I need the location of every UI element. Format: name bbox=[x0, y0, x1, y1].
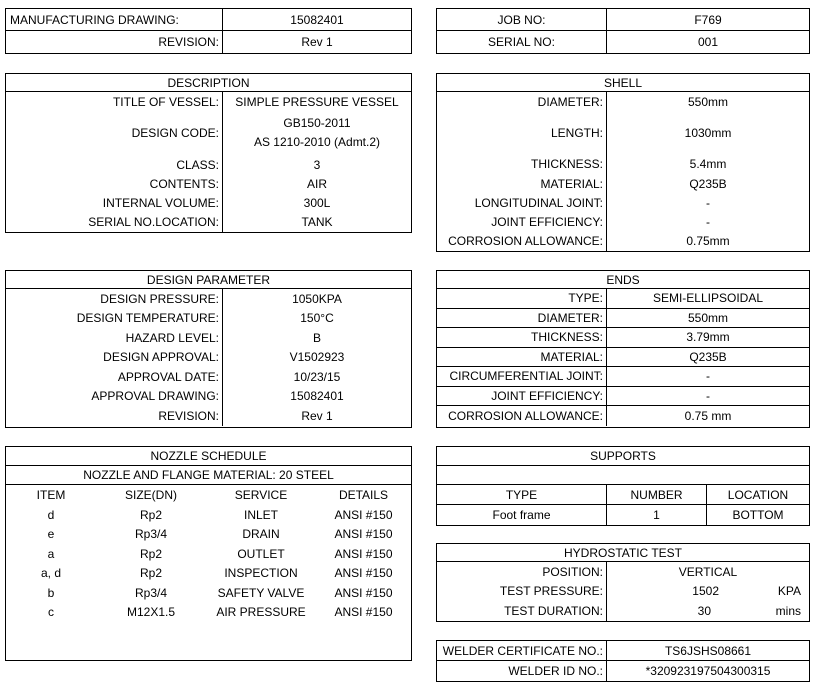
design-parameter-box bbox=[5, 270, 412, 428]
shell-label: LONGITUDINAL JOINT: bbox=[437, 193, 607, 212]
description-row bbox=[6, 174, 411, 193]
design-parameter-row bbox=[6, 328, 411, 348]
supports-header-row bbox=[437, 485, 809, 505]
description-label: CONTENTS: bbox=[6, 174, 223, 193]
ends-label: CIRCUMFERENTIAL JOINT: bbox=[437, 367, 607, 386]
description-label: CLASS: bbox=[6, 155, 223, 174]
design-parameter-label: REVISION: bbox=[6, 406, 223, 426]
shell-label: JOINT EFFICIENCY: bbox=[437, 212, 607, 231]
ends-label: THICKNESS: bbox=[437, 328, 607, 347]
ends-value: SEMI-ELLIPSOIDAL bbox=[652, 291, 764, 306]
nozzle-details: ANSI #150 bbox=[334, 585, 393, 600]
job-info-box bbox=[436, 8, 810, 54]
nozzle-details: ANSI #150 bbox=[334, 527, 393, 542]
shell-row bbox=[437, 92, 809, 112]
ends-row bbox=[437, 328, 809, 348]
description-row bbox=[6, 155, 411, 174]
design-parameter-row bbox=[6, 367, 411, 387]
welder-id-label: WELDER ID NO.: bbox=[437, 661, 607, 681]
nozzle-schedule-box bbox=[5, 446, 412, 661]
design-parameter-label: APPROVAL DATE: bbox=[6, 367, 223, 387]
nozzle-item: d bbox=[47, 507, 55, 522]
nozzle-size: Rp2 bbox=[139, 507, 162, 522]
design-parameter-value: Rev 1 bbox=[301, 409, 333, 423]
shell-label: CORROSION ALLOWANCE: bbox=[437, 231, 607, 251]
hydro-row bbox=[437, 601, 809, 621]
hydro-position-label: POSITION: bbox=[437, 562, 607, 582]
design-parameter-label: DESIGN TEMPERATURE: bbox=[6, 309, 223, 329]
ends-row bbox=[437, 387, 809, 407]
hydro-pressure-label: TEST PRESSURE: bbox=[437, 582, 607, 602]
shell-value: Q235B bbox=[689, 176, 727, 191]
table-row bbox=[6, 583, 411, 603]
hydro-row bbox=[437, 582, 809, 602]
ends-value: 550mm bbox=[687, 310, 728, 325]
hydrostatic-test-box bbox=[436, 543, 810, 622]
design-parameter-row bbox=[6, 289, 411, 309]
serial-no-value: 001 bbox=[697, 35, 719, 49]
design-code-value-2: AS 1210-2010 (Admt.2) bbox=[253, 135, 381, 149]
shell-row bbox=[437, 231, 809, 251]
welder-cert-value: TS6JSHS08661 bbox=[664, 643, 752, 658]
table-row bbox=[6, 505, 411, 525]
shell-value: 5.4mm bbox=[689, 157, 727, 171]
ends-box bbox=[436, 270, 810, 428]
nozzle-size: Rp3/4 bbox=[134, 527, 168, 542]
hydro-row bbox=[437, 562, 809, 582]
design-parameter-label: APPROVAL DRAWING: bbox=[6, 387, 223, 407]
supports-title: SUPPORTS bbox=[590, 449, 656, 463]
supports-box bbox=[436, 446, 810, 526]
nozzle-item: b bbox=[47, 585, 55, 600]
hydro-duration-value: 30 bbox=[697, 603, 711, 618]
ends-row bbox=[437, 406, 809, 426]
ends-row bbox=[437, 289, 809, 309]
shell-value: 0.75mm bbox=[686, 234, 730, 248]
design-parameter-value: 150°C bbox=[300, 311, 334, 326]
nozzle-header-item: ITEM bbox=[36, 488, 66, 502]
nozzle-size: Rp2 bbox=[139, 546, 162, 561]
nozzle-details: ANSI #150 bbox=[334, 507, 393, 522]
nozzle-header-details: DETAILS bbox=[338, 488, 389, 502]
description-value: AIR bbox=[306, 176, 327, 191]
ends-row bbox=[437, 309, 809, 329]
shell-row bbox=[437, 212, 809, 231]
hydro-pressure-unit: KPA bbox=[777, 584, 801, 599]
nozzle-header-size: SIZE(DN) bbox=[125, 488, 177, 502]
table-row bbox=[6, 525, 411, 545]
description-value: 300L bbox=[303, 195, 331, 210]
hydro-position-value: VERTICAL bbox=[678, 564, 738, 579]
design-parameter-value: B bbox=[312, 330, 321, 345]
nozzle-details: ANSI #150 bbox=[334, 566, 393, 581]
description-row bbox=[6, 193, 411, 212]
ends-row bbox=[437, 367, 809, 387]
description-row bbox=[6, 92, 411, 111]
shell-label: THICKNESS: bbox=[437, 154, 607, 174]
shell-value: 1030mm bbox=[684, 126, 732, 140]
description-value: 3 bbox=[313, 157, 321, 172]
hydro-duration-label: TEST DURATION: bbox=[437, 601, 607, 621]
design-parameter-label: HAZARD LEVEL: bbox=[6, 328, 223, 348]
shell-box bbox=[436, 73, 810, 252]
nozzle-item: e bbox=[47, 527, 55, 542]
shell-label: MATERIAL: bbox=[437, 174, 607, 193]
description-value: SIMPLE PRESSURE VESSEL bbox=[235, 94, 399, 109]
description-row bbox=[6, 212, 411, 232]
welder-cert-label: WELDER CERTIFICATE NO.: bbox=[437, 641, 607, 660]
nozzle-service: OUTLET bbox=[237, 546, 285, 561]
supports-header-number: NUMBER bbox=[607, 485, 707, 504]
shell-label: LENGTH: bbox=[437, 112, 607, 154]
design-parameter-title: DESIGN PARAMETER bbox=[146, 272, 271, 287]
nozzle-item: a, d bbox=[40, 566, 61, 581]
serial-no-label: SERIAL NO: bbox=[437, 31, 607, 53]
supports-type: Foot frame bbox=[437, 505, 607, 525]
description-row bbox=[6, 111, 411, 155]
nozzle-item: a bbox=[47, 546, 55, 561]
design-parameter-value: 15082401 bbox=[290, 389, 344, 404]
nozzle-size: M12X1.5 bbox=[126, 605, 176, 620]
design-parameter-label: DESIGN PRESSURE: bbox=[6, 289, 223, 309]
table-row bbox=[6, 564, 411, 584]
ends-label: MATERIAL: bbox=[437, 348, 607, 367]
description-label: SERIAL NO.LOCATION: bbox=[6, 212, 223, 232]
table-row bbox=[6, 603, 411, 623]
shell-value: - bbox=[706, 214, 710, 229]
description-label: DESIGN CODE: bbox=[6, 111, 223, 155]
ends-title: ENDS bbox=[606, 272, 640, 287]
ends-value: 0.75 mm bbox=[684, 408, 732, 423]
ends-label: CORROSION ALLOWANCE: bbox=[437, 406, 607, 426]
hydro-pressure-value: 1502 bbox=[692, 584, 719, 599]
table-row bbox=[6, 544, 411, 564]
shell-row bbox=[437, 174, 809, 193]
supports-header-type: TYPE bbox=[437, 485, 607, 504]
description-label: TITLE OF VESSEL: bbox=[6, 92, 223, 111]
welder-box bbox=[436, 640, 810, 682]
ends-label: TYPE: bbox=[437, 289, 607, 308]
ends-value: 3.79mm bbox=[686, 330, 730, 345]
description-title: DESCRIPTION bbox=[167, 75, 250, 90]
design-parameter-value: 1050KPA bbox=[292, 291, 342, 306]
job-no-label: JOB NO: bbox=[437, 9, 607, 30]
mfg-drawing-value: 15082401 bbox=[290, 12, 344, 27]
drawing-info-box bbox=[5, 8, 412, 54]
shell-value: 550mm bbox=[687, 95, 728, 109]
nozzle-service: SAFETY VALVE bbox=[217, 585, 305, 600]
shell-title: SHELL bbox=[603, 75, 643, 90]
design-parameter-row bbox=[6, 387, 411, 407]
design-parameter-row bbox=[6, 309, 411, 329]
nozzle-size: Rp2 bbox=[139, 566, 162, 581]
supports-location: BOTTOM bbox=[732, 508, 784, 522]
description-label: INTERNAL VOLUME: bbox=[6, 193, 223, 212]
shell-value: - bbox=[706, 195, 710, 210]
revision-value: Rev 1 bbox=[301, 35, 333, 49]
nozzle-title: NOZZLE SCHEDULE bbox=[150, 449, 267, 463]
design-parameter-value: 10/23/15 bbox=[293, 369, 341, 384]
design-code-values bbox=[223, 111, 411, 155]
nozzle-size: Rp3/4 bbox=[134, 585, 168, 600]
nozzle-service: INSPECTION bbox=[224, 566, 298, 581]
shell-row bbox=[437, 193, 809, 212]
hydro-duration-unit: mins bbox=[775, 603, 801, 618]
welder-row bbox=[437, 641, 809, 661]
design-parameter-row bbox=[6, 348, 411, 368]
supports-number: 1 bbox=[607, 505, 707, 525]
nozzle-header-row bbox=[6, 485, 411, 505]
ends-value: Q235B bbox=[689, 349, 727, 364]
revision-label: REVISION: bbox=[6, 31, 223, 53]
description-box bbox=[5, 73, 412, 233]
job-no-value: F769 bbox=[694, 12, 722, 27]
shell-label: DIAMETER: bbox=[437, 92, 607, 112]
table-row bbox=[437, 505, 809, 525]
nozzle-details: ANSI #150 bbox=[334, 605, 393, 620]
shell-row bbox=[437, 112, 809, 154]
design-parameter-value: V1502923 bbox=[289, 350, 345, 365]
ends-value: - bbox=[706, 369, 710, 384]
design-code-value-1: GB150-2011 bbox=[283, 116, 351, 130]
nozzle-material: NOZZLE AND FLANGE MATERIAL: 20 STEEL bbox=[83, 468, 334, 482]
shell-row bbox=[437, 154, 809, 174]
welder-id-value: *320923197504300315 bbox=[645, 664, 771, 678]
nozzle-service: DRAIN bbox=[242, 527, 280, 542]
welder-row bbox=[437, 661, 809, 681]
ends-value: - bbox=[706, 388, 710, 403]
design-parameter-row bbox=[6, 406, 411, 426]
nozzle-header-service: SERVICE bbox=[234, 488, 288, 502]
design-parameter-label: DESIGN APPROVAL: bbox=[6, 348, 223, 368]
description-value: TANK bbox=[301, 215, 333, 229]
nozzle-service: AIR PRESSURE bbox=[216, 605, 306, 620]
nozzle-details: ANSI #150 bbox=[334, 546, 393, 561]
supports-header-location: LOCATION bbox=[727, 487, 789, 502]
ends-label: JOINT EFFICIENCY: bbox=[437, 387, 607, 406]
nozzle-service: INLET bbox=[243, 507, 278, 522]
nozzle-item: c bbox=[48, 605, 54, 620]
ends-row bbox=[437, 348, 809, 368]
ends-label: DIAMETER: bbox=[437, 309, 607, 328]
hydro-title: HYDROSTATIC TEST bbox=[563, 545, 682, 560]
mfg-drawing-label: MANUFACTURING DRAWING: bbox=[6, 9, 223, 30]
